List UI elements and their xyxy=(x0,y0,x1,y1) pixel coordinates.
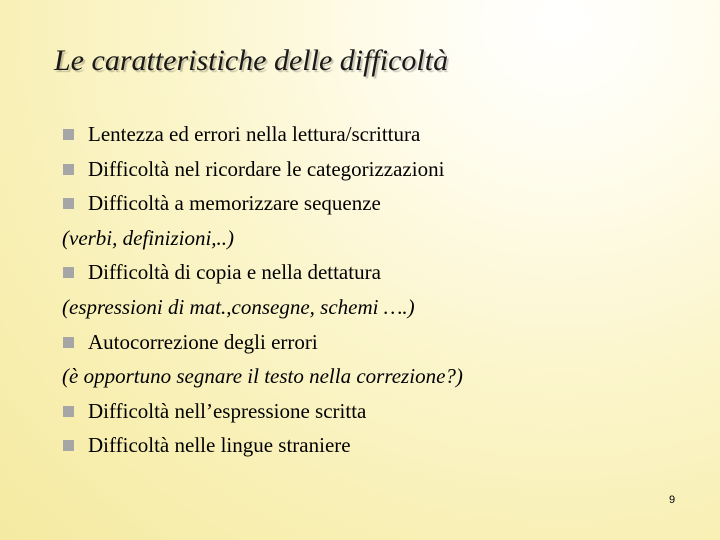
bullet-list xyxy=(62,117,702,463)
square-bullet-icon xyxy=(63,440,74,451)
list-item xyxy=(62,186,702,221)
slide-title: Le caratteristiche delle difficoltà xyxy=(54,44,449,77)
list-item-text: Lentezza ed errori nella lettura/scrittura xyxy=(88,122,421,146)
list-item xyxy=(62,325,702,360)
list-note: (espressioni di mat.,consegne, schemi ….) xyxy=(62,294,415,319)
list-item xyxy=(62,255,702,290)
list-note: (verbi, definizioni,..) xyxy=(62,225,235,250)
list-item xyxy=(62,428,702,463)
square-bullet-icon xyxy=(63,198,74,209)
list-item-text: Difficoltà nell’espressione scritta xyxy=(88,398,367,423)
list-item xyxy=(62,117,702,152)
list-item-text: Difficoltà a memorizzare sequenze xyxy=(88,191,381,216)
list-item-text: Autocorrezione degli errori xyxy=(88,329,318,354)
square-bullet-icon xyxy=(63,164,74,175)
page-number: 9 xyxy=(669,494,676,506)
list-item-text: Difficoltà nel ricordare le categorizzazioni xyxy=(88,156,445,181)
square-bullet-icon xyxy=(63,406,74,417)
list-item-text: Difficoltà nelle lingue straniere xyxy=(88,433,351,458)
square-bullet-icon xyxy=(63,267,74,278)
square-bullet-icon xyxy=(63,129,74,140)
square-bullet-icon xyxy=(63,337,74,348)
list-note: (è opportuno segnare il testo nella correzione?) xyxy=(62,364,463,389)
list-item-text: Difficoltà di copia e nella dettatura xyxy=(88,260,381,285)
list-item xyxy=(62,152,702,187)
list-item xyxy=(62,394,702,429)
